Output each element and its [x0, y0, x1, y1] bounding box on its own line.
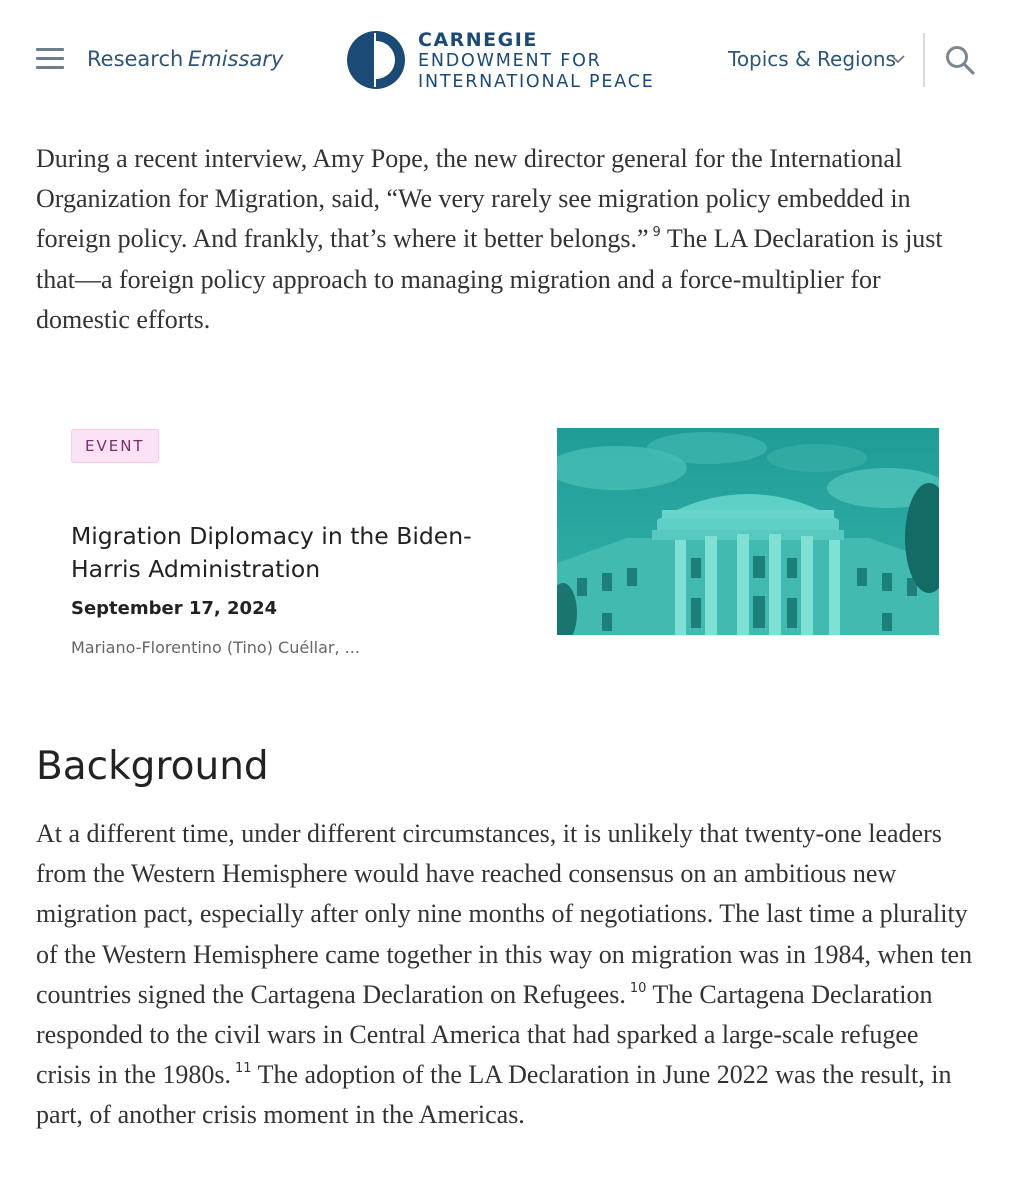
logo-wordmark	[418, 30, 655, 91]
event-image-white-house[interactable]	[557, 428, 939, 635]
footnote-10-link[interactable]: 10	[629, 980, 647, 996]
event-badge: EVENT	[71, 429, 159, 463]
footnote-9-link[interactable]: 9	[652, 225, 661, 241]
header-divider	[923, 33, 925, 87]
search-icon[interactable]	[944, 44, 976, 76]
intro-text: During a recent interview, Amy Pope, the new director general for the International Organization for Migration, said, “We very rarely see migration policy embedded in foreign policy. And frankly, that’s where it better belongs.”	[36, 144, 911, 254]
section-heading-background: Background	[36, 744, 269, 789]
event-participants: Mariano-Florentino (Tino) Cuéllar, ...	[71, 638, 360, 657]
site-header	[0, 0, 1010, 122]
topics-regions-dropdown[interactable]: Topics & Regions	[728, 47, 896, 71]
event-title-link[interactable]: Migration Diplomacy in the Biden-Harris Administration	[71, 522, 472, 583]
background-text-1: At a different time, under different circumstances, it is unlikely that twenty-one leaders from the Western Hemisphere would have reached consensus on an ambitious new migration pact, especially after only nine months of negotiations. The last time a plurality of the Western Hemisphere came together in this way on migration was in 1984, when ten countries signed the Cartagena Declaration on Refugees.	[36, 819, 973, 1009]
carnegie-logo-mark-icon	[346, 30, 406, 90]
background-text-3: The adoption of the LA Declaration in June 2022 was the result, in part, of another crisis moment in the Americas.	[36, 1060, 952, 1130]
event-date: September 17, 2024	[71, 598, 278, 619]
logo-line-endowment: ENDOWMENT FOR	[418, 51, 602, 71]
intro-paragraph	[36, 139, 976, 340]
footnote-11-link[interactable]: 11	[235, 1061, 252, 1077]
white-house-photo	[557, 428, 939, 635]
nav-emissary-link[interactable]: Emissary	[188, 47, 284, 71]
nav-research-link[interactable]: Research	[87, 47, 184, 71]
chevron-down-icon[interactable]	[890, 52, 906, 66]
hamburger-menu-icon[interactable]	[36, 48, 64, 70]
carnegie-logo[interactable]	[346, 30, 676, 92]
logo-line-carnegie: CARNEGIE	[418, 29, 538, 51]
background-paragraph	[36, 814, 976, 1136]
background-text-2: The Cartagena Declaration responded to the civil wars in Central America that had sparked a large-scale refugee crisis in the 1980s.	[36, 979, 933, 1090]
intro-text-after: The LA Declaration is just that—a foreign policy approach to managing migration and a force-multiplier for domestic efforts.	[36, 224, 943, 334]
logo-line-peace: INTERNATIONAL PEACE	[418, 71, 655, 92]
